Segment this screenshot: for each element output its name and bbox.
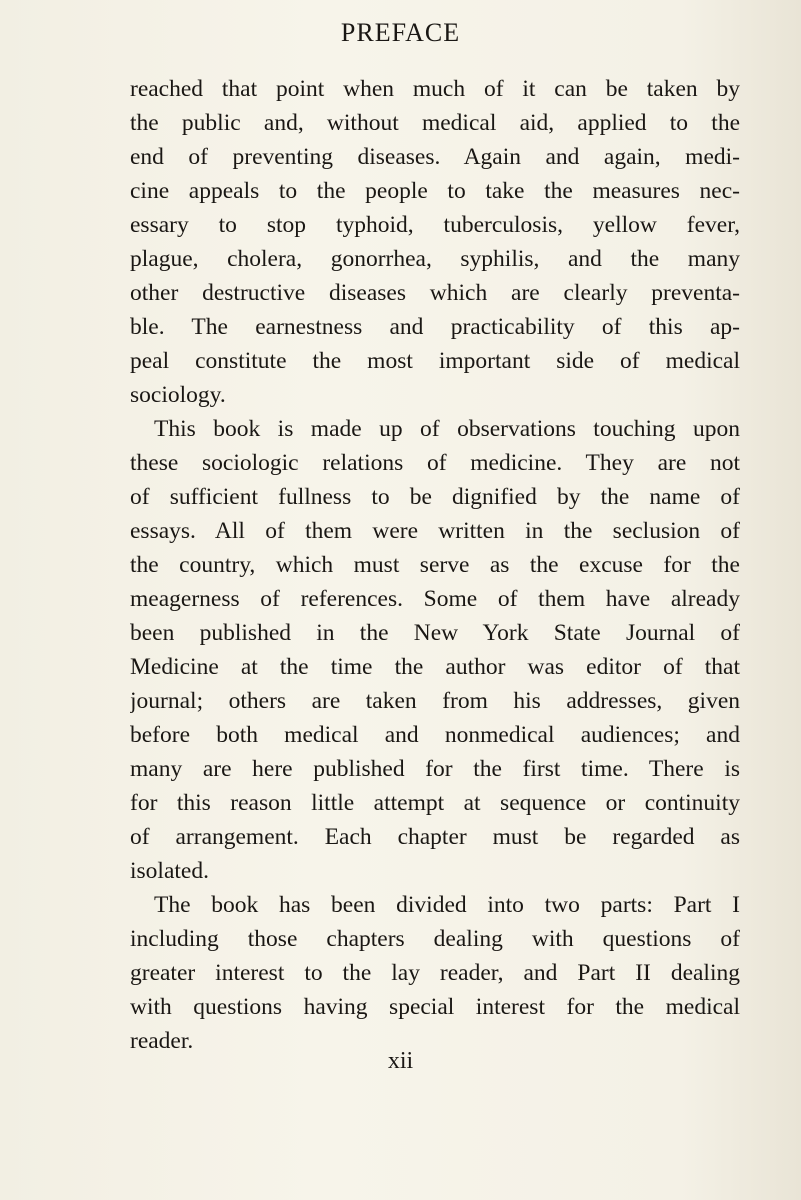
text-line: of sufficient fullness to be dignified by the name of xyxy=(130,484,740,510)
text-line: greater interest to the lay reader, and Part II dealing xyxy=(130,960,740,986)
text-line: This book is made up of observations touching upon xyxy=(154,416,740,442)
text-line: plague, cholera, gonorrhea, syphilis, and the many xyxy=(130,246,740,272)
text-line: many are here published for the first time. There is xyxy=(130,756,740,782)
text-line: Medicine at the time the author was editor of that xyxy=(130,654,740,680)
text-line: cine appeals to the people to take the measures nec- xyxy=(130,178,740,204)
text-line: isolated. xyxy=(130,858,209,884)
text-line: peal constitute the most important side of medical xyxy=(130,348,740,374)
text-line: essays. All of them were written in the seclusion of xyxy=(130,518,740,544)
text-line: essary to stop typhoid, tuberculosis, yellow fever, xyxy=(130,212,740,238)
text-line: of arrangement. Each chapter must be regarded as xyxy=(130,824,740,850)
text-line: journal; others are taken from his addresses, given xyxy=(130,688,740,714)
text-line: end of preventing diseases. Again and again, medi- xyxy=(130,144,740,170)
text-line: including those chapters dealing with questions of xyxy=(130,926,740,952)
text-line: other destructive diseases which are clearly preventa- xyxy=(130,280,740,306)
text-line: The book has been divided into two parts: Part I xyxy=(154,892,740,918)
running-title: PREFACE xyxy=(340,18,461,47)
text-line: meagerness of references. Some of them have already xyxy=(130,586,740,612)
body-text xyxy=(130,72,740,1058)
text-line: been published in the New York State Journal of xyxy=(130,620,740,646)
text-line: the public and, without medical aid, applied to the xyxy=(130,110,740,136)
text-line: for this reason little attempt at sequence or continuity xyxy=(130,790,740,816)
page-number: xii xyxy=(387,1048,414,1074)
text-line: reader. xyxy=(130,1028,194,1054)
text-line: the country, which must serve as the excuse for the xyxy=(130,552,740,578)
text-line: with questions having special interest for the medical xyxy=(130,994,740,1020)
text-line: sociology. xyxy=(130,382,226,408)
text-line: reached that point when much of it can be taken by xyxy=(130,76,740,102)
text-line: these sociologic relations of medicine. They are not xyxy=(130,450,740,476)
text-line: ble. The earnestness and practicability of this ap- xyxy=(130,314,740,340)
text-line: before both medical and nonmedical audiences; and xyxy=(130,722,740,748)
